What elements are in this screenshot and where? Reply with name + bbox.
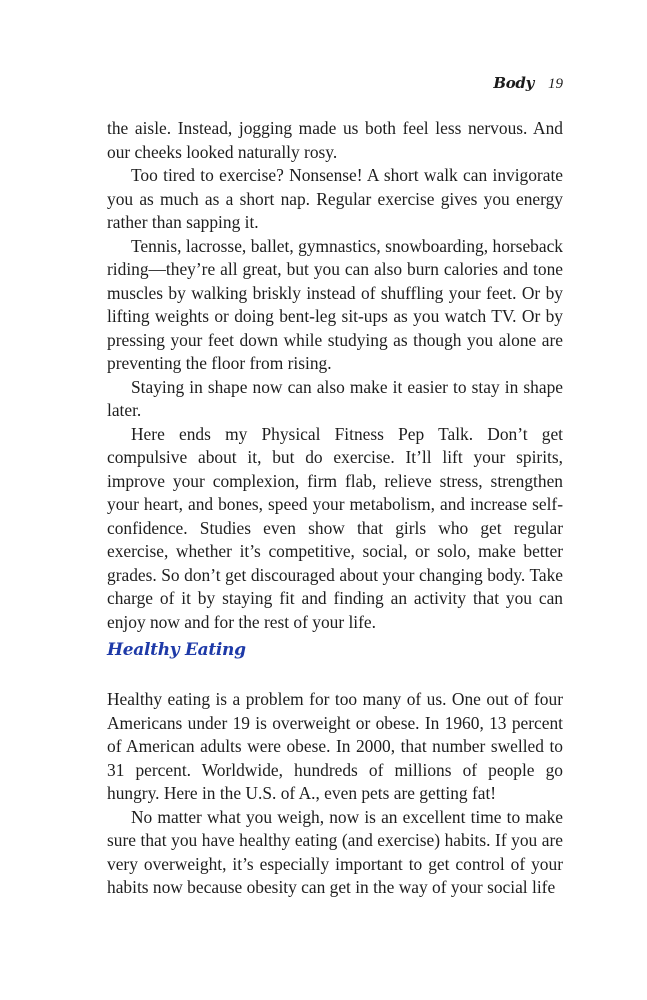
page-header <box>493 74 563 93</box>
paragraph: Healthy eating is a problem for too many of us. One out of four Americans under 19 is overweight or obese. In 1960, 13 percent of American adults were obese. In 2000, that number swelled to 31 percent. Worldwide, hundreds of millions of people go hungry. Here in the U.S. of A., even pets are getting fat! <box>107 689 563 803</box>
paragraph: the aisle. Instead, jogging made us both feel less nervous. And our cheeks looked naturally rosy. <box>107 118 563 162</box>
section-heading: Healthy Eating <box>107 640 246 660</box>
paragraph: Here ends my Physical Fitness Pep Talk. Don’t get compulsive about it, but do exercise. It’ll lift your spirits, improve your complexion, firm flab, relieve stress, strengthen your heart, and bones, speed your metabolism, and increase self-confidence. Studies even show that girls who get regular exercise, whether it’s competitive, social, or solo, make better grades. So don’t get discouraged about your changing body. Take charge of it by staying fit and finding an activity that you can enjoy now and for the rest of your life. <box>107 423 563 632</box>
paragraph: Too tired to exercise? Nonsense! A short walk can invigorate you as much as a short nap. Regular exercise gives you energy rather than sapping it. <box>107 165 563 232</box>
page-number: 19 <box>548 76 563 92</box>
body-text-fitness <box>107 117 563 634</box>
body-text-healthy-eating <box>107 688 563 900</box>
paragraph: No matter what you weigh, now is an excellent time to make sure that you have healthy eating (and exercise) habits. If you are very overweight, it’s especially important to get control of your habits now because obesity can get in the way of your social life <box>107 806 563 897</box>
running-title: Body <box>493 74 534 92</box>
paragraph: Staying in shape now can also make it easier to stay in shape later. <box>107 376 563 420</box>
paragraph: Tennis, lacrosse, ballet, gymnastics, snowboarding, horseback riding—they’re all great, but you can also burn calories and tone muscles by walking briskly instead of shuffling your feet. Or by lifting weights or doing bent-leg sit-ups as you watch TV. Or by pressing your feet down while studying as though you alone are preventing the floor from rising. <box>107 235 563 373</box>
